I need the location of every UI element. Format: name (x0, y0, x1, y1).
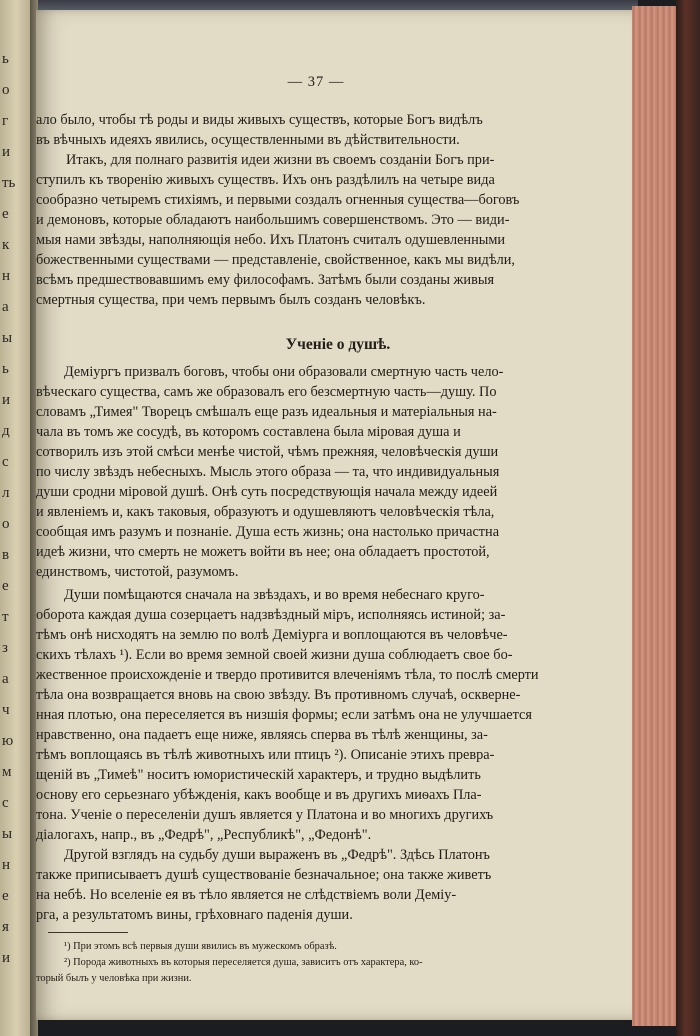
left-page-fragment: о (2, 82, 10, 98)
left-page-fragment: а (2, 299, 9, 315)
left-page-fragment: ы (2, 826, 13, 842)
left-page-fragment: ч (2, 702, 10, 718)
text-line: и явленiемъ и, какъ таковыя, образуютъ и одушевляютъ человѣческiя тѣла, (36, 504, 495, 520)
text-line: смертныя существа, при чемъ первымъ былъ созданъ человѣкъ. (36, 292, 426, 308)
text-line: ало было, чтобы тѣ роды и виды живыхъ существъ, которые Богъ видѣлъ (36, 112, 483, 128)
text-line: всѣмъ предшествовавшимъ ему философамъ. Затѣмъ были созданы живыя (36, 272, 495, 288)
left-page-fragment: е (2, 888, 9, 904)
left-page-fragment: г (2, 113, 9, 129)
page-content (36, 10, 640, 1020)
text-line: тона. Ученiе о переселенiи душъ является у Платона и во многихъ другихъ (36, 807, 494, 823)
text-line: словамъ „Тимея" Творецъ смѣшалъ еще разъ идеальныя и матерiальныя на- (36, 404, 497, 420)
text-line: по числу звѣздъ небесныхъ. Мысль этого образа — та, что индивидуальныя (36, 464, 500, 480)
left-page-fragment: е (2, 578, 9, 594)
text-line: Итакъ, для полнаго развитiя идеи жизни въ своемъ созданiи Богъ при- (66, 152, 495, 168)
text-line: Другой взглядъ на судьбу души выраженъ въ „Федрѣ". Здѣсь Платонъ (64, 847, 490, 863)
footnote-rule (48, 932, 128, 933)
left-page-fragment: с (2, 454, 9, 470)
text-line: Души помѣщаются сначала на звѣздахъ, и во время небеснаго круго- (64, 587, 485, 603)
text-line: мыя нами звѣзды, наполняющiя небо. Ихъ Платонъ считалъ одушевленными (36, 232, 506, 248)
left-page-fragment: ы (2, 330, 13, 346)
text-line: рга, а результатомъ вины, грѣховнаго паденiя души. (36, 907, 353, 923)
left-page-fragment: ь (2, 361, 9, 377)
text-line: идеѣ жизни, что смерть не можетъ войти въ нее; она обладаетъ простотой, (36, 544, 490, 560)
left-page-fragment: з (2, 640, 8, 656)
left-page-fragment: ть (2, 175, 16, 191)
left-page-fragment: и (2, 392, 11, 408)
section-heading: Ученiе о душѣ. (285, 336, 391, 353)
text-line: дiалогахъ, напр., въ „Федрѣ", „Республикѣ", „Федонѣ". (36, 827, 372, 843)
left-page-fragment: м (2, 764, 12, 780)
footnote: торый былъ у человѣка при жизни. (36, 973, 192, 984)
text-line: чала въ томъ же сосудѣ, въ которомъ составлена была мiровая душа и (36, 424, 461, 440)
left-page-edge (0, 0, 30, 1036)
text-line: также приписываетъ душѣ существованiе безначальное; она также живетъ (36, 867, 492, 883)
text-line: скихъ тѣлахъ ¹). Если во время земной своей жизни душа соблюдаетъ свое бо- (36, 647, 513, 663)
text-line: тѣмъ онѣ нисходятъ на землю по волѣ Демiурга и воплощаются въ человѣче- (36, 627, 508, 643)
text-line: оборота каждая душа созерцаетъ надзвѣздный мiръ, исполняясь истиной; за- (36, 607, 506, 623)
text-line: тѣмъ воплощаясь въ тѣлѣ животныхъ или птицъ ²). Описанiе этихъ превра- (36, 747, 495, 763)
book-page (36, 10, 640, 1020)
left-page-fragment: с (2, 795, 9, 811)
page-block-edge (632, 6, 676, 1026)
left-page-fragment: о (2, 516, 10, 532)
text-line: на небѣ. Но вселенiе ея въ тѣло является не слѣдствiемъ воли Демiу- (36, 887, 457, 903)
text-line: сообщая имъ разумъ и познанiе. Душа есть жизнь; она настолько причастна (36, 524, 500, 540)
left-page-fragment: д (2, 423, 10, 439)
text-line: нравственно, она падаетъ еще ниже, являясь сперва въ тѣлѣ женщины, за- (36, 727, 488, 743)
text-line: основу его серьезнаго убѣжденiя, какъ вообще и въ другихъ миѳахъ Пла- (36, 787, 482, 803)
left-page-fragment: ю (2, 733, 14, 749)
left-page-fragment: н (2, 857, 11, 873)
footnote: ¹) При этомъ всѣ первыя души явились въ мужескомъ образѣ. (64, 941, 337, 952)
text-line: божественными существами — представленiе, свойственное, какъ мы видѣли, (36, 252, 515, 268)
footnote: ²) Порода животныхъ въ которыя переселяется душа, зависитъ отъ характера, ко- (64, 957, 423, 968)
left-page-fragment: л (2, 485, 10, 501)
text-line: сотворилъ изъ этой смѣси менѣе чистой, чѣмъ прежняя, человѣческiя души (36, 444, 499, 460)
text-line: вѣческаго существа, самъ же образовалъ его безсмертную часть—душу. По (36, 384, 497, 400)
left-page-fragment: и (2, 144, 11, 160)
text-line: въ вѣчныхъ идеяхъ явились, осуществленными въ дѣйствительности. (36, 132, 460, 148)
left-page-fragment: т (2, 609, 9, 625)
book-cover-edge (676, 0, 700, 1036)
text-line: тѣла она возвращается вновь на свою звѣзду. Въ противномъ случаѣ, оскверне- (36, 687, 521, 703)
text-line: ступилъ къ творенiю живыхъ существъ. Ихъ онъ раздѣлилъ на четыре вида (36, 172, 495, 188)
text-line: и демоновъ, которые обладаютъ наибольшимъ совершенствомъ. Это — види- (36, 212, 510, 228)
text-line: единствомъ, чистотой, разумомъ. (36, 564, 239, 580)
left-page-fragment: а (2, 671, 9, 687)
left-page-fragment: е (2, 206, 9, 222)
text-line: Демiургъ призвалъ боговъ, чтобы они образовали смертную часть чело- (64, 364, 504, 380)
text-line: души сродни мiровой душѣ. Онѣ суть посредствующiя начала между идеей (36, 484, 498, 500)
page-number: — 37 — (287, 74, 345, 90)
left-page-fragment: и (2, 950, 11, 966)
left-page-fragment: в (2, 547, 10, 563)
left-page-fragment: я (2, 919, 9, 935)
left-page-fragment: ь (2, 51, 9, 67)
text-line: щенiй въ „Тимеѣ" носитъ юмористическiй характеръ, и трудно выдѣлить (36, 767, 481, 783)
text-line: сообразно четыремъ стихiямъ, и первыми создалъ огненныя существа—боговъ (36, 192, 520, 208)
book-top-edge (38, 0, 638, 10)
text-line: нная плотью, она переселяется въ низшiя формы; если затѣмъ она не улучшается (36, 707, 532, 723)
text-line: жественное происхожденiе и твердо противится влеченiямъ тѣла, то послѣ смерти (36, 667, 539, 683)
left-page-fragment: к (2, 237, 10, 253)
left-page-fragment: н (2, 268, 11, 284)
